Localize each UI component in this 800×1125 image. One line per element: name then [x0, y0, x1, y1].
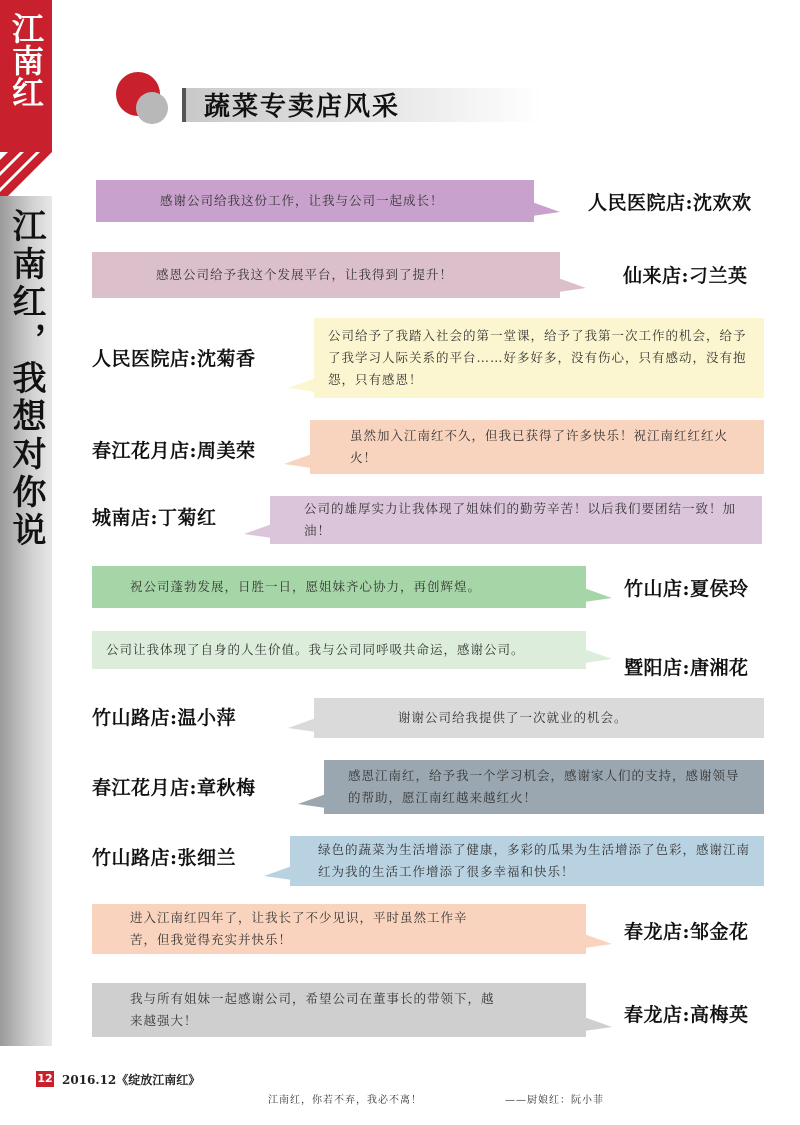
header-gray-circle	[136, 92, 168, 124]
message-text: 感谢公司给我这份工作，让我与公司一起成长！	[160, 193, 444, 208]
bubble-tail	[584, 649, 612, 663]
bubble-tail	[298, 794, 326, 808]
bubble-tail	[532, 202, 560, 216]
message-bubble	[96, 180, 534, 222]
speaker-name: 人民医院店:沈菊香	[92, 348, 256, 370]
issue-label: 2016.12《绽放江南红》	[62, 1073, 201, 1087]
message-text: 感恩公司给予我这个发展平台，让我得到了提升！	[156, 267, 454, 282]
message-bubble	[290, 836, 764, 886]
bubble-tail	[584, 1017, 612, 1031]
message-bubble	[310, 420, 764, 474]
speaker-name: 春龙店:高梅英	[624, 1004, 749, 1026]
message-bubble	[314, 318, 764, 398]
speaker-name: 春龙店:邹金花	[624, 921, 749, 943]
bubble-tail	[288, 378, 316, 392]
footer-quote: 江南红，你若不弃，我必不离！	[268, 1095, 422, 1106]
bubble-tail	[244, 524, 272, 538]
page-number: 12	[37, 1072, 53, 1085]
message-bubble	[92, 631, 586, 669]
message-bubble	[92, 566, 586, 608]
side-title: 江南红，我想对你说	[6, 208, 46, 550]
speaker-name: 竹山路店:张细兰	[92, 847, 237, 869]
speaker-name: 人民医院店:沈欢欢	[588, 192, 752, 214]
speaker-name: 春江花月店:章秋梅	[92, 777, 256, 799]
message-bubble	[92, 983, 586, 1037]
message-text: 公司的雄厚实力让我体现了姐妹们的勤劳辛苦！以后我们要团结一致！加油！	[304, 501, 737, 538]
message-text: 祝公司蓬勃发展，日胜一日，愿姐妹齐心协力，再创辉煌。	[130, 579, 482, 594]
message-bubble	[270, 496, 762, 544]
message-text: 感恩江南红，给予我一个学习机会，感谢家人们的支持，感谢领导的帮助，愿江南红越来越红火！	[348, 768, 740, 805]
bubble-tail	[288, 718, 316, 732]
bubble-tail	[264, 866, 292, 880]
message-text: 谢谢公司给我提供了一次就业的机会。	[398, 710, 628, 725]
message-text: 公司给予了我踏入社会的第一堂课，给予了我第一次工作的机会，给予了我学习人际关系的平台……好多好多，没有伤心，只有感动，没有抱怨，只有感恩！	[328, 328, 747, 387]
speaker-name: 仙来店:刁兰英	[623, 265, 748, 287]
message-text: 我与所有姐妹一起感谢公司，希望公司在董事长的带领下，越来越强大！	[130, 991, 495, 1028]
side-brand: 江南红	[7, 12, 45, 108]
message-bubble	[324, 760, 764, 814]
speaker-name: 城南店:丁菊红	[92, 507, 217, 529]
bubble-tail	[558, 278, 586, 292]
bubble-tail	[584, 588, 612, 602]
bubble-tail	[284, 454, 312, 468]
message-bubble	[92, 252, 560, 298]
message-bubble	[92, 904, 586, 954]
speaker-name: 竹山路店:温小萍	[92, 707, 237, 729]
message-text: 虽然加入江南红不久，但我已获得了许多快乐！祝江南红红红火火！	[350, 428, 729, 465]
bubble-tail	[584, 934, 612, 948]
speaker-name: 暨阳店:唐湘花	[624, 657, 749, 679]
message-text: 进入江南红四年了，让我长了不少见识，平时虽然工作辛苦，但我觉得充实并快乐！	[130, 910, 468, 947]
footer-author: ——厨娘红：阮小菲	[505, 1095, 604, 1106]
message-bubble	[314, 698, 764, 738]
page-title: 蔬菜专卖店风采	[204, 92, 401, 122]
speaker-name: 竹山店:夏侯玲	[624, 578, 749, 600]
message-text: 公司让我体现了自身的人生价值。我与公司同呼吸共命运，感谢公司。	[106, 642, 525, 657]
speaker-name: 春江花月店:周美荣	[92, 440, 256, 462]
message-text: 绿色的蔬菜为生活增添了健康，多彩的瓜果为生活增添了色彩，感谢江南红为我的生活工作增添了很多幸福和快乐！	[318, 842, 751, 879]
